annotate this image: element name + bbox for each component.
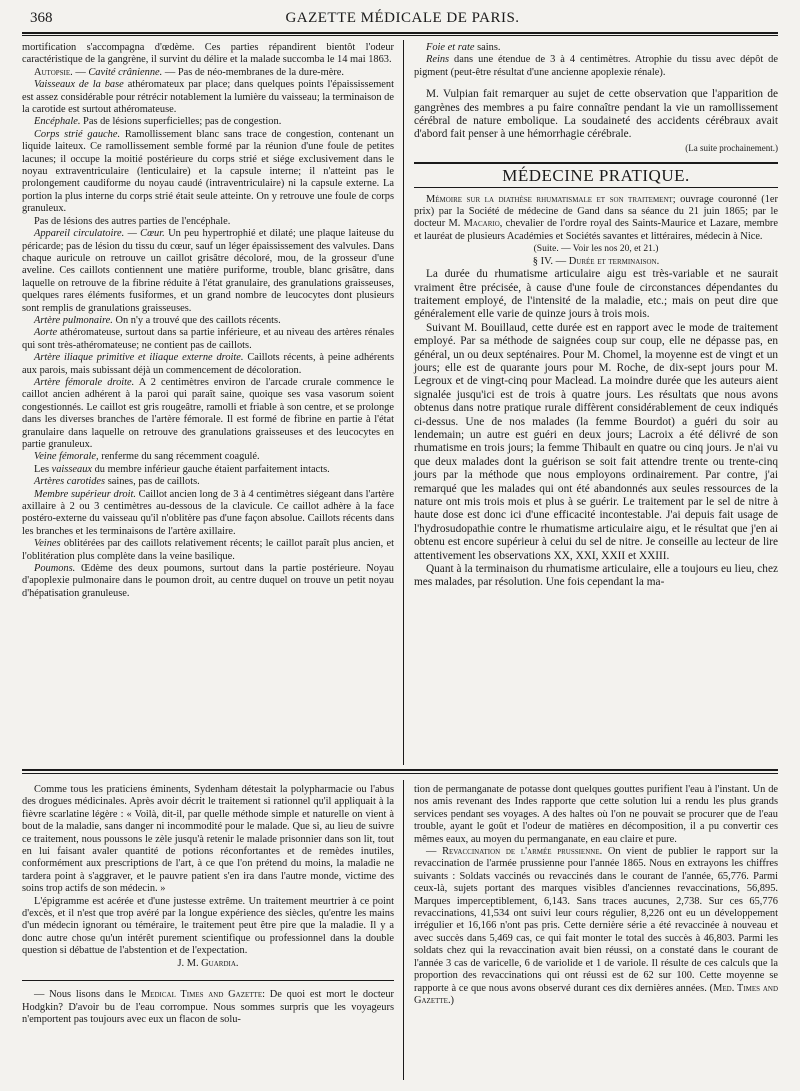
bottom-left-column (22, 784, 394, 1026)
paragraph-bouillaud: Suivant M. Bouillaud, cette durée est en rapport avec le mode de traitement employé. Par sa méthode de saignées coup sur coup, elle ne dépasse pas, en général, un ou deux septénaires. Pour M. Chomel, la moyenne est de vingt et un jours; elle est de quarante jours pour M. Roche, de dix-sept jours pour M. Legroux et de vingt-cinq pour Maclead. La moindre durée que les auteurs aient signalée jusqu'ici est de trois à quatre jours. Les résultats que nous avons obtenus dans notre pratique rurale diffèrent considérablement de ceux indiqués ci-dessus. Une de nos malades (la femme Bourdot) a guéri du soir au lendemain; un autre est guéri en deux jours; Lacroix a été délivré de son rhumatisme en trois jours; la femme Thibault en quatre ou cinq jours. Je n'ai vu que deux malades dont la guérison se soit fait attendre trente ou trente-cinq jours par la méthode que nous employons ordinairement. Par contre, j'ai remarqué que les malades qui ont été abandonnés aux seules ressources de la nature ont mis trois mois et plus à se guérir. Le traitement par le sel de nitre à haute dose est donc ici d'une efficacité incontestable. J'ai depuis fait usage de l'hydrosudopathie contre le rhumatisme articulaire aigu, et le résultat que j'en ai obtenu est encore supérieur à celui du sel de nitre. Je conseille au lecteur de lire attentivement les observations XX, XXI, XXII et XXIII. (414, 321, 778, 562)
bottom-right-column (414, 784, 778, 1007)
suite-note: (La suite prochainement.) (685, 142, 778, 153)
vaisseaux2-pre: Les (34, 463, 52, 475)
revacc-label: — Revaccination de l'armée prussienne. (426, 846, 603, 858)
paragraph-terminaison: Quant à la terminaison du rhumatisme articulaire, elle a toujours eu lieu, chez mes malades, par résolution. Une fois cependant la ma- (414, 563, 778, 589)
encephale-text: Pas de lésions superficielles; pas de congestion. (80, 116, 282, 128)
left-column (22, 42, 394, 600)
paragraph-revaccination (414, 846, 778, 1007)
autopsie-text: — Pas de néo-membranes de la dure-mère. (162, 66, 344, 78)
paragraph-femorale (22, 377, 394, 451)
paragraph-permanganate: tion de permanganate de potasse dont quelques gouttes purifient l'eau à l'instant. Un de nos amis revenant des Indes rapporte que cette solution lui a rendu les plus grands services pendant ses voyages. A des haltes où l'on ne pouvait se procurer que de l'eau trouble, ayant le goût et l'odeur de matières en décomposition, il a pu convertir ces mêmes eaux, au moyen du permanganate, en eau claire et pure. (414, 784, 778, 845)
page-header (30, 8, 775, 30)
paragraph-epigramme: L'épigramme est acérée et d'une justesse extrême. Un traitement meurtrier à ce point d'excès, et il n'est que trop avéré par la longue expérience des siècles, qu'entre les mains d'un médecin ignorant ou téméraire, le traitement peut être pire que la maladie. Il y a donc autre chose qu'un intérêt purement scientifique ou professionnel dans la double question si débattue de l'abstention et de l'expectation. (22, 895, 394, 957)
autopsie-head: Cavité crânienne. (88, 66, 163, 78)
reins-label: Reins (426, 54, 450, 66)
foie-label: Foie et rate (426, 42, 475, 53)
femorale-text: A 2 centimètres environ de l'arcade crurale commence le caillot ancien adhérent à la paroi qui paraît saine, quoique ses vasa vasorum soient congestionnés. Le caillot est gris rougeâtre, ramolli et friable à son centre, et se prolonge dans les diverses branches de l'artère fémorale. Il est formé de fibrine en partie à l'état granulaire dans laquelle on retrouve des granulations graisseuses et des leucocytes en partie granuleux. (22, 376, 394, 450)
running-title: GAZETTE MÉDICALE DE PARIS. (285, 10, 520, 26)
right-column (414, 42, 778, 590)
section-divider-thin (22, 773, 778, 774)
poumons-label: Poumons. (34, 563, 76, 575)
paragraph-corps (22, 129, 394, 216)
paragraph-aorte (22, 327, 394, 352)
appareil-label: Appareil circulatoire. (34, 228, 125, 240)
appareil-cur: — Cœur. (124, 228, 165, 240)
paragraph-autopsie: Autopsie. — Cavité crânienne. — Pas de néo-membranes de la dure-mère. (34, 66, 344, 78)
corps-text: Ramollissement blanc sans trace de congestion, contenant un liquide laiteux. Ce ramollissement semble formé par la réunion d'une foule de petites lacunes; il occupe la moitié postérieure du corps strié et siége exclusivement dans le noyau extraventriculaire (lenticulaire) et la capsule interne; il n'atteint pas le prolongement caudiforme du noyau caudé (intraventriculaire) ni la capsule externe. La portion la plus interne du corps strié était seule atteinte. On y retrouve une foule de corps granuleux. (22, 128, 394, 215)
aorte-text: athéromateuse, surtout dans sa partie inférieure, et au niveau des artères rénales qui sont très-athéromateuse; ne contient pas de caillots. (22, 327, 394, 351)
corps-label: Corps strié gauche. (34, 128, 121, 140)
page-number: 368 (30, 10, 53, 26)
paragraph-poumons (22, 563, 394, 600)
vaisseaux2-label: vaisseaux (51, 463, 93, 475)
paragraph-vaisseaux2 (22, 464, 394, 476)
revacc-text: On vient de publier le rapport sur la revaccination de l'armée prussienne pour l'année 1865. Nous en extrayons les chiffres suivants : Soldats vaccinés ou revaccinés dans le courant de l'année, 65,776. Parmi ceux-là, sujets portant des marques visibles d'anciennes revaccinations, 56,895. Marques imperceptiblement, 6,143. Sans traces aucunes, 2,738. Sur ces 65,776 revaccinations, 41,534 ont suivi leur cours régulier, 8,226 ont eu un développement irrégulier et 16,166 n'ont pas pris. Cette dernière série a été revaccinée à nouveau et avec succès dans 5,469 cas, ce qui fait monter le total des succès à 46,803. Parmi les soldats chez qui la revaccination avait bien réussi, on a constaté dans le courant de l'année 3 cas de varicelle, 6 de variolide et 1 de variole. Il résulte de ces calculs que la proportion des revaccinations qui ont réussi est de 62 sur 100. Cette moyenne se rapporte à ce que nous avons observé durant ces dix dernières années. (414, 846, 779, 994)
memoire-text: ouvrage couronné (1er prix) par la Société de médecine de Gand dans sa séance du 21 juin 1865; par le docteur M. (414, 193, 778, 230)
paragraph-iliaque (22, 352, 394, 377)
paragraph-carotides (22, 476, 394, 488)
vaisseaux2-text: du membre inférieur gauche étaient parfaitement intacts. (92, 463, 330, 475)
memoire-label: Mémoire sur la diathèse rhumatismale et son traitement; (426, 193, 676, 205)
section-divider (22, 769, 778, 771)
suite-voir: (Suite. — Voir les nos 20, et 21.) (533, 244, 659, 255)
paragraph-duree: La durée du rhumatisme articulaire aigu est très-variable et ne saurait vraiment être précisée, à cause d'une foule de circonstances dépendantes du traitement employé, de l'intensité de la maladie, etc.; mais on peut dire que généralement elle varie de quinze jours à trois mois. (414, 268, 778, 321)
paragraph: mortification s'accompagna d'œdème. Ces parties répandirent bientôt l'odeur caractéristique de la gangrène, il survint du délire et la malade succomba le 14 mai 1863. (22, 42, 394, 66)
carotides-label: Artères carotides (34, 476, 106, 488)
macario: Macario (463, 218, 500, 230)
membre-text: Caillot ancien long de 3 à 4 centimètres siégeant dans l'artère axillaire à 2 ou 3 centimètres au-dessous de la clavicule. Ce caillot adhère à la face postéro-externe du vaisseau qu'il n'oblitère pas d'une façon absolue. Caillots récents dans les branches et les terminaisons de l'artère axillaire. (22, 488, 394, 537)
paragraph-encephale (22, 116, 394, 128)
paragraph-sydenham: Comme tous les praticiens éminents, Sydenham détestait la polypharmacie ou l'abus des drogues médicinales. Après avoir décrit le traitement si rationnel qu'il appliquait à la fièvre scarlatine légère : « Voilà, dit-il, par quelle méthode simple et naturelle on vient à bout de la maladie, sans danger ni incommodité pour le malade. Que si, au lieu de suivre ce traitement, nous poussons le zèle jusqu'à retenir le malade prisonnier dans son lit, tout en lui faisant avaler quantité de potions réconfortantes et de remèdes inutiles, conformément aux prescriptions de l'art, à ce que l'on prétend du moins, la maladie ne tardera point à s'aggraver, et le pauvre patient s'en ira dans l'autre monde, victime des soins trop actifs de son médecin. » (22, 784, 394, 895)
membre-label: Membre supérieur droit. (34, 488, 136, 500)
journal-name: Medical Times and Gazette (140, 989, 263, 1001)
paragraph-appareil (22, 228, 394, 315)
veines-text: oblitérées par des caillots relativement récents; le caillot paraît plus ancien, et l'oblitération plus complète dans la veine basilique. (22, 538, 394, 562)
paragraph-reins (414, 54, 778, 79)
paragraph-memoire (414, 194, 778, 244)
paragraph-hodgkin (22, 989, 394, 1026)
column-divider-top (403, 40, 404, 765)
artere-pulm-text: On n'y a trouvé que des caillots récents. (112, 314, 281, 326)
separator (22, 980, 394, 981)
paragraph-vaisseaux (22, 79, 394, 116)
section-title: MÉDECINE PRATIQUE. (414, 162, 778, 187)
aorte-label: Aorte (34, 327, 58, 339)
hodgkin-pre: — Nous lisons dans le (34, 989, 141, 1001)
hodgkin-text: : De quoi est mort le docteur Hodgkin? D'avoir bu de l'eau corrompue. Nous sommes surpris que les voyageurs n'emportent pas toujours avec eux un flacon de solu- (22, 989, 394, 1025)
reins-text: dans une étendue de 3 à 4 centimètres. Atrophie du tissu avec dépôt de pigment (peut-être résultat d'une ancienne apoplexie rénale). (414, 54, 778, 78)
paragraph-veine (22, 451, 394, 463)
iliaque-text: Caillots récents, à peine adhérents aux parois, mais subissant déjà un commencement de décoloration. (22, 352, 394, 376)
veine-label: Veine fémorale, (34, 451, 99, 463)
paragraph-foie (414, 42, 778, 54)
header-rule-thin (22, 35, 778, 36)
source-citation: (Med. Times and Gazette.) (414, 982, 778, 1006)
encephale-label: Encéphale. (34, 116, 81, 128)
paragraph-pas-lesions: Pas de lésions des autres parties de l'encéphale. (34, 215, 231, 227)
subsection-title: § IV. — Durée et terminaison. (532, 255, 660, 267)
vaisseaux-text: athéromateux par place; dans quelques points l'épaississement est assez considérable pour rétrécir notablement la lumière du vaisseau; la terminaison de la carotide est surtout athéromateuse. (22, 79, 394, 116)
paragraph-veines (22, 538, 394, 563)
veines-label: Veines (34, 538, 61, 550)
paragraph-artere-pulm (22, 315, 394, 327)
autopsie-label: Autopsie. (34, 66, 73, 78)
veine-text: renferme du sang récemment coagulé. (98, 451, 260, 463)
artere-pulm-label: Artère pulmonaire. (34, 314, 113, 326)
signature: J. M. Guardia. (177, 957, 239, 969)
paragraph-vulpian: M. Vulpian fait remarquer au sujet de cette observation que l'apparition de gangrènes des membres a pu faire connaître pendant la vie un ramollissement cérébral de nature embolique. La soudaineté des accidents cérébraux avait d'abord fait penser à une hémorrhagie cérébrale. (414, 88, 778, 141)
paragraph-membre (22, 489, 394, 539)
column-divider-bottom (403, 780, 404, 1080)
vaisseaux-label: Vaisseaux de la base (34, 79, 124, 91)
appareil-text: Un peu hypertrophié et dilaté; une plaque laiteuse du péricarde; pas de lésion du tissu du cœur, sauf un léger épaississement des valvules. Dans chaque auricule on retrouve un caillot grisâtre décoloré, mou, de la grosseur d'une aveline. Ces caillots contiennent une matière puriforme, trouble, blanc grisâtre, dans laquelle on retrouve de la fibrine réduite à l'état granulaire, des granulations graisseuses, quelques rares éléments fusiformes, et un grand nombre de leucocytes dont plusieurs sont remplis de granulations graisseuses. (22, 228, 394, 314)
memoire-text2: , chevalier de l'ordre royal des Saints-Maurice et Lazare, membre et lauréat de plusieurs Académies et Sociétés savantes et littéraires, médecin à Nice. (414, 218, 778, 242)
poumons-text: Œdème des deux poumons, surtout dans la partie postérieure. Noyau d'apoplexie pulmonaire dans le poumon droit, au centre duquel on trouve un petit noyau d'hépatisation granuleuse. (22, 563, 394, 599)
foie-text: sains. (474, 42, 501, 53)
iliaque-label: Artère iliaque primitive et iliaque externe droite. (34, 352, 244, 364)
femorale-label: Artère fémorale droite. (34, 376, 135, 388)
carotides-text: saines, pas de caillots. (105, 476, 200, 488)
header-rule (22, 32, 778, 34)
